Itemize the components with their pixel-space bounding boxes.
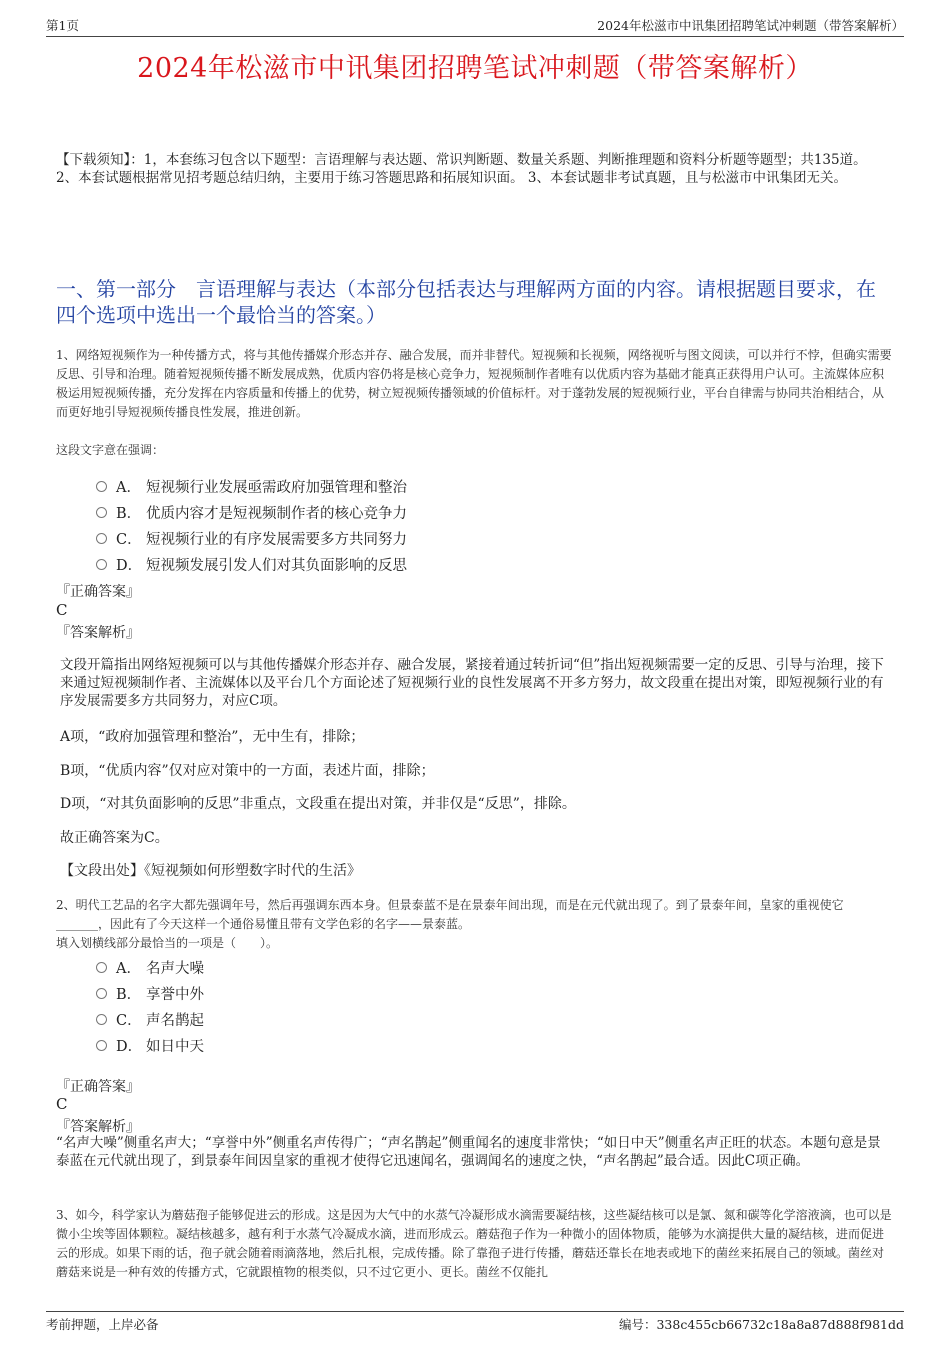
q1-option-a[interactable]: A． 短视频行业发展亟需政府加强管理和整治 [96, 476, 407, 497]
q1-note-d: D项，“对其负面影响的反思”非重点，文段重在提出对策，并非仅是“反思”，排除。 [60, 796, 576, 812]
page-header [46, 14, 904, 37]
q2-option-c[interactable]: C． 声名鹊起 [96, 1009, 204, 1030]
question-1-stem: 1、网络短视频作为一种传播方式，将与其他传播媒介形态并存、融合发展，而并非替代。短视频和长视频，网络视听与图文阅读，可以并行不悖，但确实需要反思、引导和治理。随着短视频传播不断发展成熟，优质内容仍将是核心竞争力，短视频制作者唯有以优质内容为基础才能真正获得用户认可。主流媒体应积极运用短视频传播，充分发挥在内容质量和传播上的优势，树立短视频传播领域的价值标杆。对于蓬勃发展的短视频行业，平台自律需与协同共治相结合，从而更好地引导短视频传播良性发展，推进创新。 [56, 348, 892, 419]
section-heading: 一、第一部分 言语理解与表达（本部分包括表达与理解两方面的内容。请根据题目要求，在四个选项中选出一个最恰当的答案。） [56, 277, 876, 327]
question-2-stem: 2、明代工艺品的名字大都先强调年号，然后再强调东西本身。但景泰蓝不是在景泰年间出现，而是在元代就出现了。到了景泰年间，皇家的重视使它_______，因此有了今天这样一个通俗易懂且带有文学色彩的名字——景泰蓝。 [56, 898, 844, 931]
q1-analysis: 文段开篇指出网络短视频可以与其他传播媒介形态并存、融合发展，紧接着通过转折词“但”指出短视频需要一定的反思、引导与治理，接下来通过短视频制作者、主流媒体以及平台几个方面论述了短视频行业的良性发展离不开多方努力，故文段重在提出对策，即短视频行业的有序发展需要多方共同努力，对应C项。 [60, 657, 884, 709]
q2-option-b[interactable]: B． 享誉中外 [96, 983, 204, 1004]
radio-icon[interactable] [96, 507, 107, 518]
q1-option-d[interactable]: D． 短视频发展引发人们对其负面影响的反思 [96, 554, 407, 575]
q1-answer-label: 『正确答案』 [56, 584, 140, 600]
q1-note-b: B项，“优质内容”仅对应对策中的一方面，表述片面，排除； [60, 763, 435, 779]
q1-answer: C [56, 601, 68, 619]
question-2-prompt: 填入划横线部分最恰当的一项是（ ）。 [56, 936, 279, 950]
q2-option-d[interactable]: D． 如日中天 [96, 1035, 204, 1056]
q1-option-b[interactable]: B． 优质内容才是短视频制作者的核心竞争力 [96, 502, 407, 523]
q1-source: 【文段出处】《短视频如何形塑数字时代的生活》 [60, 863, 361, 879]
header-doc-title: 2024年松滋市中讯集团招聘笔试冲刺题（带答案解析） [597, 18, 904, 33]
radio-icon[interactable] [96, 533, 107, 544]
radio-icon[interactable] [96, 1014, 107, 1025]
question-1-prompt: 这段文字意在强调： [56, 443, 165, 457]
q2-analysis-label: 『答案解析』 [56, 1119, 140, 1135]
q1-analysis-label: 『答案解析』 [56, 625, 140, 641]
q1-option-c[interactable]: C． 短视频行业的有序发展需要多方共同努力 [96, 528, 407, 549]
q2-analysis: “名声大噪”侧重名声大；“享誉中外”侧重名声传得广；“声名鹊起”侧重闻名的速度非常快；“如日中天”侧重名声正旺的状态。本题句意是景泰蓝在元代就出现了，到景泰年间因皇家的重视才使得它迅速闻名，强调闻名的速度之快，“声名鹊起”最合适。因此C项正确。 [56, 1135, 881, 1169]
q2-answer-label: 『正确答案』 [56, 1079, 140, 1095]
radio-icon[interactable] [96, 559, 107, 570]
q2-option-a[interactable]: A． 名声大噪 [96, 957, 204, 978]
page-footer [46, 1311, 904, 1333]
q2-answer: C [56, 1095, 68, 1113]
radio-icon[interactable] [96, 1040, 107, 1051]
question-3-stem: 3、如今，科学家认为蘑菇孢子能够促进云的形成。这是因为大气中的水蒸气冷凝形成水滴需要凝结核，这些凝结核可以是氯、氮和碳等化学溶液滴，也可以是微小尘埃等固体颗粒。凝结核越多，越有利于水蒸气冷凝成水滴，进而形成云。蘑菇孢子作为一种微小的固体物质，能够为水滴提供大量的凝结核，进而促进云的形成。如果下雨的话，孢子就会随着雨滴落地，然后扎根，完成传播。除了靠孢子进行传播，蘑菇还靠长在地表或地下的菌丝来拓展自己的领域。菌丝对蘑菇来说是一种有效的传播方式，它就跟植物的根类似，只不过它更小、更长。菌丝不仅能扎 [56, 1208, 892, 1279]
radio-icon[interactable] [96, 481, 107, 492]
radio-icon[interactable] [96, 962, 107, 973]
q1-conclusion: 故正确答案为C。 [60, 830, 169, 846]
q1-note-a: A项，“政府加强管理和整治”，无中生有，排除； [60, 729, 365, 745]
radio-icon[interactable] [96, 988, 107, 999]
document-id: 编号：338c455cb66732c18a8a87d888f981dd [618, 1317, 904, 1332]
document-title: 2024年松滋市中讯集团招聘笔试冲刺题（带答案解析） [137, 53, 813, 84]
footer-slogan: 考前押题，上岸必备 [46, 1317, 159, 1332]
page-number: 第1页 [46, 18, 79, 33]
download-notice: 【下载须知】：1，本套练习包含以下题型：言语理解与表达题、常识判断题、数量关系题、判断推理题和资料分析题等题型；共135道。 2、本套试题根据常见招考题总结归纳，主要用于练习答题思路和拓展知识面。 3、本套试题非考试真题，且与松滋市中讯集团无关。 [56, 152, 867, 186]
